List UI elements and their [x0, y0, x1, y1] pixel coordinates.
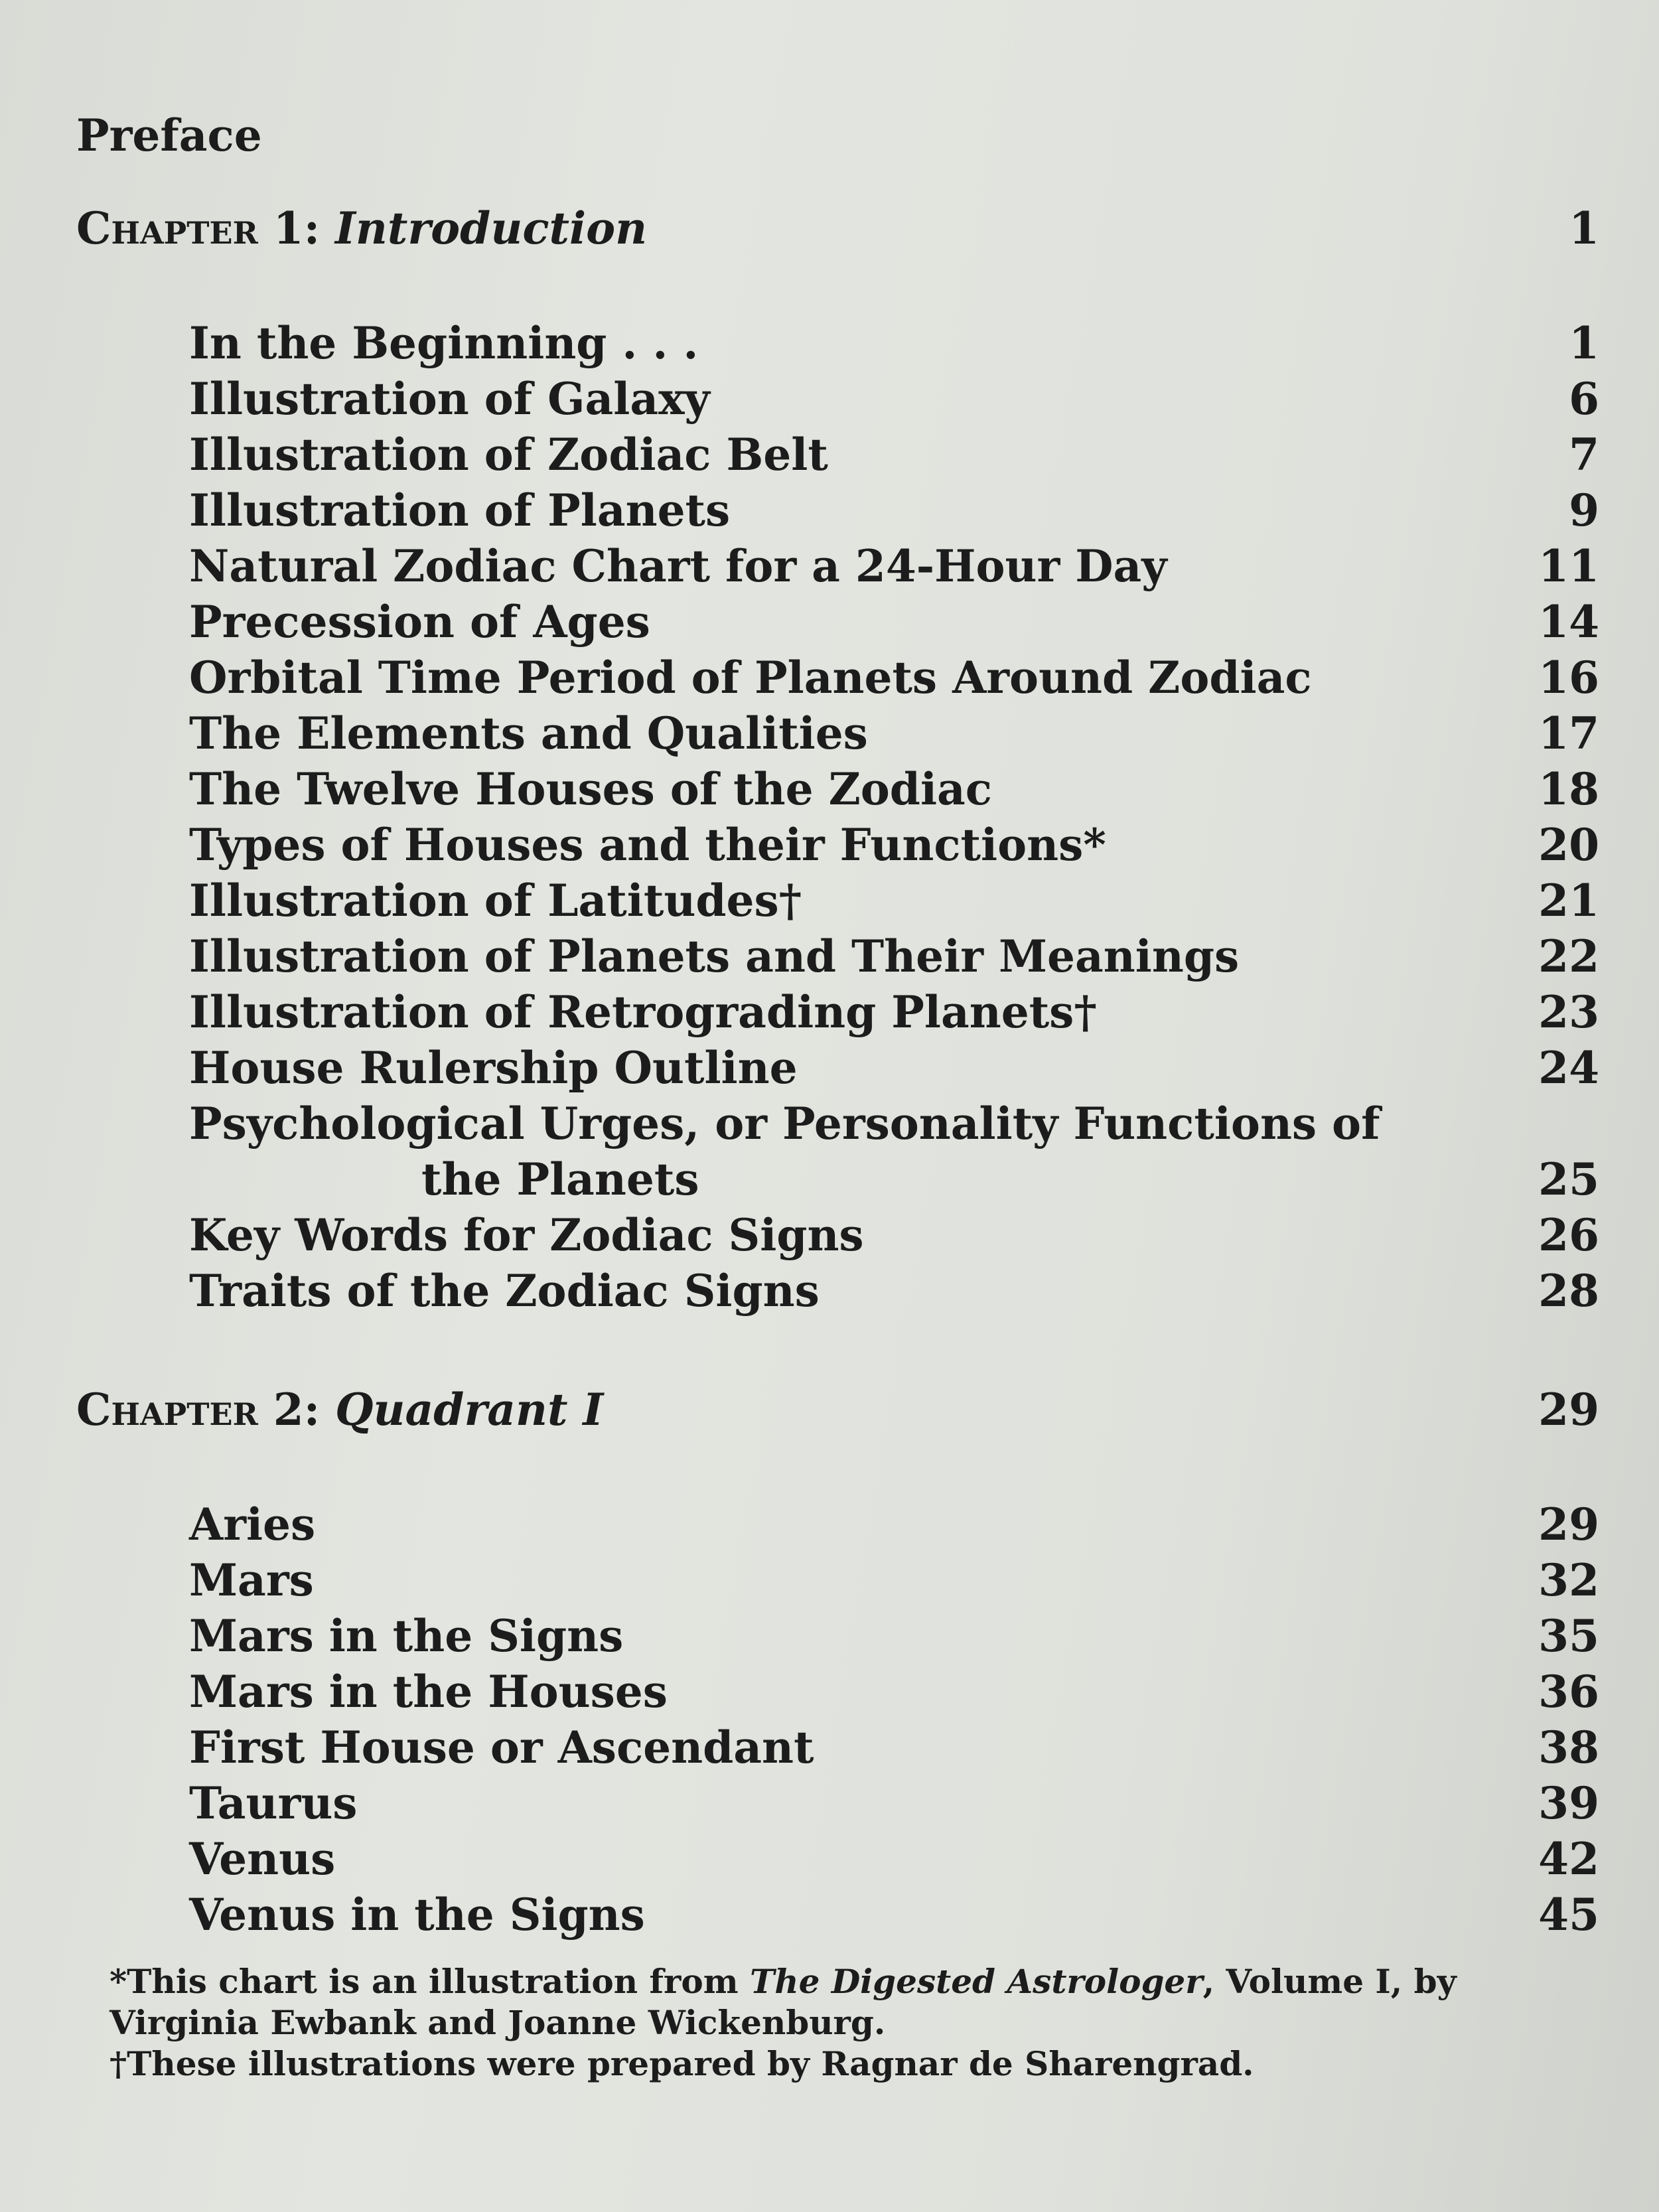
toc-entry-page: 38 [1538, 1722, 1599, 1773]
toc-entry-label: Aries [189, 1499, 316, 1550]
toc-entry [189, 761, 1599, 817]
toc-entry-page: 17 [1538, 707, 1599, 759]
toc-entry-page: 35 [1538, 1610, 1599, 1662]
toc-entry-page: 21 [1538, 875, 1599, 926]
toc-entry-page: 7 [1569, 429, 1599, 480]
toc-entry-page: 24 [1538, 1042, 1599, 1094]
toc-entry [189, 1775, 1599, 1831]
chapter-1-title-group [76, 202, 647, 254]
chapter-1-entries [189, 315, 1599, 1319]
toc-entry-label: Venus [189, 1833, 336, 1885]
chapter-2-entries [189, 1497, 1599, 1943]
toc-entry-label: Mars in the Houses [189, 1666, 668, 1718]
toc-entry-label: House Rulership Outline [189, 1042, 798, 1094]
toc-entry-label: Illustration of Planets and Their Meanings [189, 930, 1240, 982]
chapter-1-label: Chapter 1: [76, 202, 321, 254]
chapter-2-page: 29 [1538, 1384, 1599, 1436]
toc-entry-page: 14 [1538, 596, 1599, 648]
toc-entry [189, 1552, 1599, 1608]
toc-entry-page: 18 [1538, 763, 1599, 815]
toc-entry-label: Illustration of Zodiac Belt [189, 429, 828, 480]
toc-entry [189, 1887, 1599, 1943]
toc-entry-label: Orbital Time Period of Planets Around Zodiac [189, 652, 1312, 703]
toc-entry [189, 538, 1599, 594]
toc-entry-page: 20 [1538, 819, 1599, 871]
toc-entry-label: Venus in the Signs [189, 1889, 645, 1941]
toc-entry [189, 817, 1599, 873]
toc-entry-page: 25 [1538, 1153, 1599, 1205]
toc-entry-page: 42 [1538, 1833, 1599, 1885]
toc-entry [189, 315, 1599, 371]
toc-entry-page: 23 [1538, 986, 1599, 1038]
toc-entry-label: Key Words for Zodiac Signs [189, 1209, 864, 1261]
toc-entry [189, 928, 1599, 984]
toc-entry-label: Illustration of Planets [189, 484, 731, 536]
toc-entry [189, 1263, 1599, 1319]
chapter-1-page: 1 [1569, 202, 1599, 254]
toc-entry [189, 1720, 1599, 1775]
toc-entry-page: 45 [1538, 1889, 1599, 1941]
toc-entry [189, 427, 1599, 482]
toc-entry-page: 1 [1569, 317, 1599, 369]
chapter-2-title: Quadrant I [335, 1384, 604, 1436]
toc-entry-label: Precession of Ages [189, 596, 650, 648]
footnote-2: †These illustrations were prepared by Ragnar de Sharengrad. [109, 2044, 1254, 2083]
toc-entry-label-line2: the Planets [421, 1153, 699, 1205]
chapter-2-title-group [76, 1384, 603, 1436]
toc-entry-label-line1: Psychological Urges, or Personality Functions of [189, 1098, 1380, 1149]
toc-entry-label: Types of Houses and their Functions* [189, 819, 1106, 871]
toc-entry-page: 39 [1538, 1777, 1599, 1829]
footnote-1-text: *This chart is an illustration from [109, 1962, 751, 2001]
toc-entry-label: Traits of the Zodiac Signs [189, 1265, 820, 1317]
toc-entry-page: 9 [1569, 484, 1599, 536]
toc-entry [189, 1096, 1599, 1207]
toc-entry-label: Illustration of Galaxy [189, 373, 710, 425]
toc-entry [189, 1040, 1599, 1096]
toc-entry-label: Natural Zodiac Chart for a 24-Hour Day [189, 540, 1167, 592]
toc-entry-page: 26 [1538, 1209, 1599, 1261]
toc-entry [189, 1608, 1599, 1664]
toc-entry-page: 16 [1538, 652, 1599, 703]
toc-entry [189, 1497, 1599, 1552]
toc-entry-label [189, 1096, 1380, 1207]
toc-entry [189, 594, 1599, 650]
toc-entry-label: The Twelve Houses of the Zodiac [189, 763, 992, 815]
footnote-1 [109, 1961, 1503, 2043]
toc-entry-page: 22 [1538, 930, 1599, 982]
toc-entry [189, 1831, 1599, 1887]
toc-entry [189, 984, 1599, 1040]
toc-entry [189, 1664, 1599, 1720]
toc-entry-label: Illustration of Latitudes† [189, 875, 802, 926]
chapter-2-label: Chapter 2: [76, 1384, 321, 1436]
toc-entry [189, 482, 1599, 538]
chapter-1-title: Introduction [335, 202, 648, 254]
toc-entry [189, 705, 1599, 761]
chapter-2-heading [76, 1384, 1599, 1436]
toc-entry-page: 32 [1538, 1554, 1599, 1606]
toc-entry-page: 28 [1538, 1265, 1599, 1317]
footnote-1-text-end: , Volume I, by Virginia Ewbank and Joanne Wickenburg. [109, 1962, 1457, 2042]
preface-heading: Preface [76, 110, 262, 161]
toc-entry [189, 371, 1599, 427]
toc-entry [189, 1207, 1599, 1263]
toc-entry [189, 650, 1599, 705]
toc-entry-page: 29 [1538, 1499, 1599, 1550]
toc-entry-label: First House or Ascendant [189, 1722, 814, 1773]
toc-entry-label: Taurus [189, 1777, 358, 1829]
toc-entry-page: 36 [1538, 1666, 1599, 1718]
toc-entry [189, 873, 1599, 928]
toc-entry-label: Mars [189, 1554, 314, 1606]
chapter-1-heading [76, 202, 1599, 254]
footnotes [109, 1961, 1503, 2085]
toc-entry-page: 6 [1569, 373, 1599, 425]
toc-entry-label: Mars in the Signs [189, 1610, 624, 1662]
footnote-1-book-title: The Digested Astrologer [750, 1962, 1203, 2001]
toc-entry-label: The Elements and Qualities [189, 707, 868, 759]
toc-entry-page: 11 [1538, 540, 1599, 592]
toc-entry-label: In the Beginning . . . [189, 317, 699, 369]
toc-entry-label: Illustration of Retrograding Planets† [189, 986, 1097, 1038]
